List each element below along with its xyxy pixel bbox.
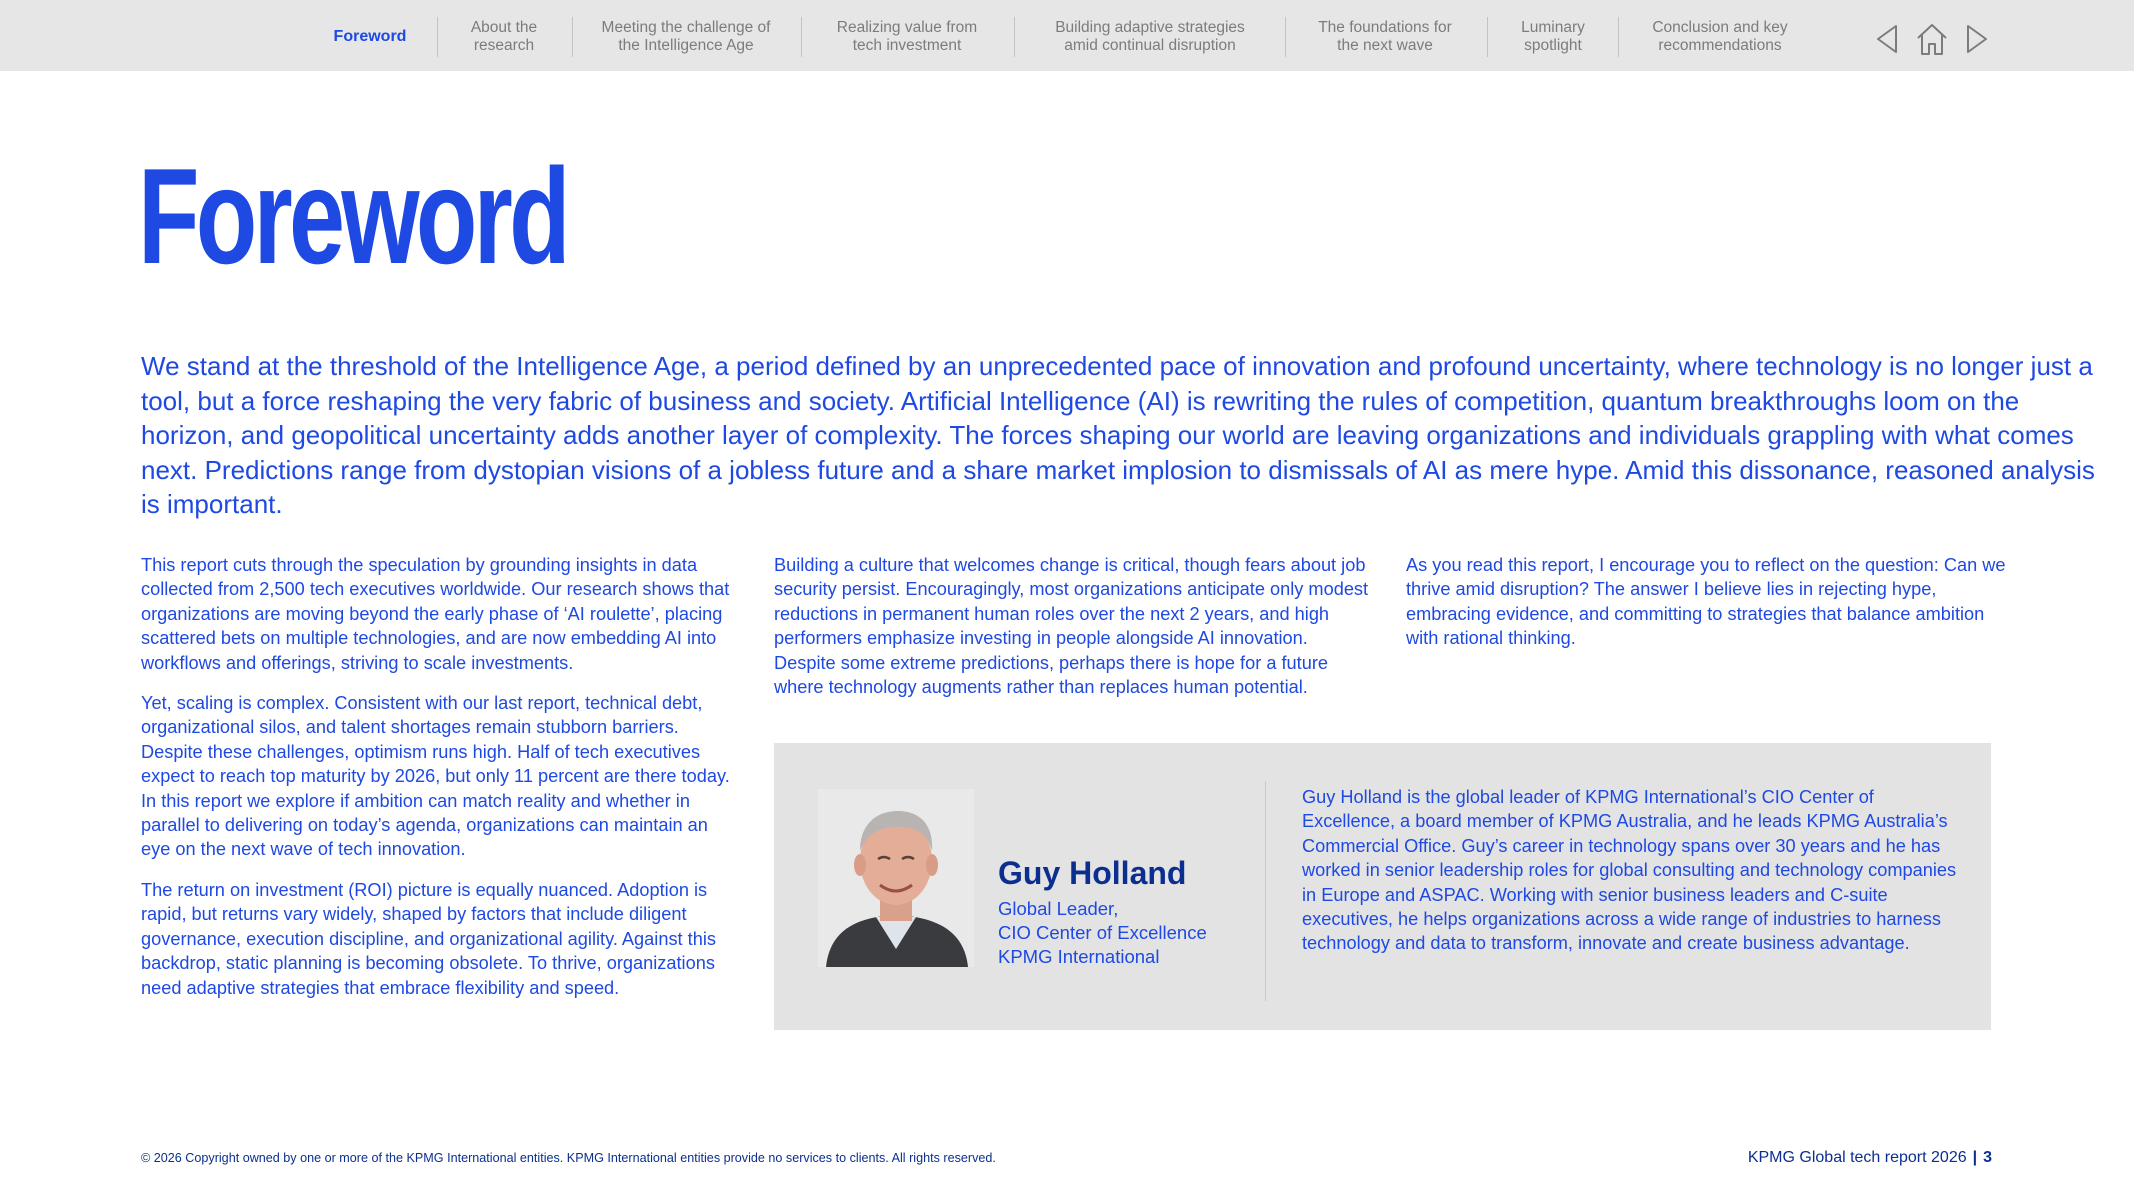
body-paragraph: The return on investment (ROI) picture is equally nuanced. Adoption is rapid, but returns vary widely, shaped by factors that include diligent governance, execution discipline, and organizational agility. Against this backdrop, static planning is becoming obsolete. To thrive, organizations need adaptive strategies that embrace flexibility and speed. xyxy=(141,879,716,998)
tab-realizing-value[interactable]: Realizing value from tech investment xyxy=(836,19,978,54)
home-button[interactable] xyxy=(1912,20,1952,58)
copyright-notice: © 2026 Copyright owned by one or more of the KPMG International entities. KPMG International entities provide no services to clients. All rights reserved. xyxy=(141,1151,996,1165)
report-footer xyxy=(1748,1149,1992,1167)
lead-paragraph: We stand at the threshold of the Intelligence Age, a period defined by an unprecedented pace of innovation and profound uncertainty, where technology is no longer just a tool, but a force reshaping the very fabric of business and society. Artificial Intelligence (AI) is rewriting the rules of competition, quantum breakthroughs loom on the horizon, and geopolitical uncertainty adds another layer of complexity. The forces shaping our world are leaving organizations and individuals grappling with what comes next. Predictions range from dystopian visions of a jobless future and a share market implosion to dismissals of AI as mere hype. Amid this dissonance, reasoned analysis is important. xyxy=(141,351,2095,519)
author-role-line: Global Leader, xyxy=(998,898,1119,919)
nav-divider xyxy=(572,17,573,57)
footer-separator: | xyxy=(1972,1149,1978,1166)
tab-foundations-next-wave[interactable]: The foundations for the next wave xyxy=(1318,19,1452,54)
body-paragraph: This report cuts through the speculation by grounding insights in data collected from 2,500 tech executives worldwide. Our research shows that organizations are moving beyond the early phase of ‘AI roulette’, placing scattered bets on multiple technologies, and are now embedding AI into workflows and offerings, striving to scale investments. xyxy=(141,555,730,673)
tab-meeting-the-challenge[interactable]: Meeting the challenge of the Intelligence Age xyxy=(601,19,771,54)
body-paragraph: Building a culture that welcomes change is critical, though fears about job security persist. Encouragingly, most organizations anticipate only modest reductions in permanent human roles over the next 2 years, and high performers emphasize investing in people alongside AI innovation. Despite some extreme predictions, perhaps there is hope for a future where technology augments rather than replaces human potential. xyxy=(774,555,1369,698)
nav-divider xyxy=(1487,17,1488,57)
top-navigation-bar xyxy=(0,0,2134,71)
author-role-line: CIO Center of Excellence xyxy=(998,922,1207,943)
author-bio: Guy Holland is the global leader of KPMG International’s CIO Center of Excellence, a board member of KPMG Australia, and he leads KPMG Australia’s Commercial Office. Guy’s career in technology spans over 30 years and he has worked in senior leadership roles for global consulting and technology companies in Europe and ASPAC. Working with senior business leaders and C-suite executives, he helps organizations across a wide range of industries to harness technology and data to transform, innovate and create business advantage. xyxy=(1302,787,1957,954)
nav-divider xyxy=(801,17,802,57)
report-name: KPMG Global tech report 2026 xyxy=(1747,1149,1967,1166)
body-paragraph: As you read this report, I encourage you to reflect on the question: Can we thrive amid disruption? The answer I believe lies in rejecting hype, embracing evidence, and committing to strategies that balance ambition with rational thinking. xyxy=(1406,555,2006,649)
tab-building-adaptive-strategies[interactable]: Building adaptive strategies amid continual disruption xyxy=(1055,19,1245,54)
next-icon xyxy=(1964,23,1990,55)
tab-about-the-research[interactable]: About the research xyxy=(470,19,538,54)
tab-conclusion-recommendations[interactable]: Conclusion and key recommendations xyxy=(1652,19,1788,54)
author-role-line: KPMG International xyxy=(998,946,1160,967)
author-role xyxy=(998,897,1207,969)
next-page-button[interactable] xyxy=(1957,20,1997,58)
nav-divider xyxy=(437,17,438,57)
nav-divider xyxy=(1618,17,1619,57)
page-number: 3 xyxy=(1983,1149,1992,1166)
author-name: Guy Holland xyxy=(998,855,1187,891)
nav-divider xyxy=(1285,17,1286,57)
body-column-3 xyxy=(1406,553,2006,667)
author-profile-panel xyxy=(774,743,1991,1030)
body-column-2 xyxy=(774,553,1374,715)
body-paragraph: Yet, scaling is complex. Consistent with our last report, technical debt, organizational silos, and talent shortages remain stubborn barriers. Despite these challenges, optimism runs high. Half of tech executives expect to reach top maturity by 2026, but only 11 percent are there today. In this report we explore if ambition can match reality and whether in parallel to delivering on today’s agenda, organizations can maintain an eye on the next wave of tech innovation. xyxy=(141,693,730,860)
tab-luminary-spotlight[interactable]: Luminary spotlight xyxy=(1521,19,1585,54)
previous-page-button[interactable] xyxy=(1867,20,1907,58)
previous-icon xyxy=(1874,23,1900,55)
page-title: Foreword xyxy=(138,140,567,292)
body-column-1 xyxy=(141,553,741,1016)
profile-divider xyxy=(1265,781,1266,1001)
author-portrait xyxy=(818,789,974,967)
home-icon xyxy=(1914,21,1950,57)
tab-foreword[interactable]: Foreword xyxy=(333,28,407,45)
nav-divider xyxy=(1014,17,1015,57)
